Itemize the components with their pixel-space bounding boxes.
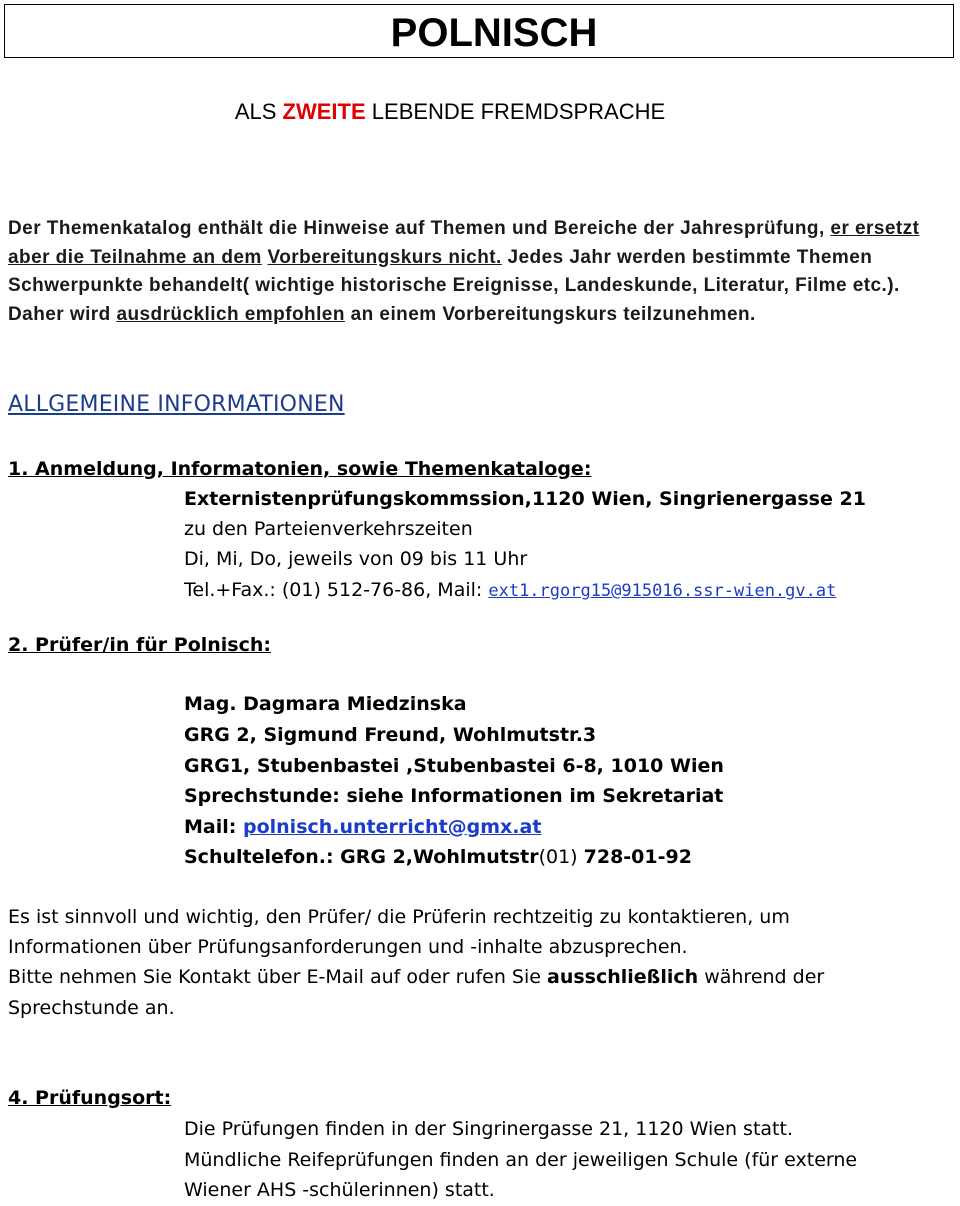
examiner-phone-prefix: Schultelefon.: GRG 2,Wohlmutstr (184, 846, 539, 868)
item1-address: Externistenprüfungskommssion,1120 Wien, Singrienergasse 21 (184, 488, 866, 510)
advice-line-4: Sprechstunde an. (8, 997, 175, 1019)
examiner-school-1: GRG 2, Sigmund Freund, Wohlmutstr.3 (184, 724, 597, 746)
item4-label: 4. Prüfungsort: (8, 1087, 172, 1109)
intro-sentence-3: an einem Vorbereitungskurs teilzunehmen. (350, 303, 756, 325)
examiner-phone-area: (01) (538, 846, 578, 868)
subtitle (0, 98, 900, 126)
examiner-mail (184, 812, 541, 843)
exam-location-line-1: Die Prüfungen finden in der Singrinergasse 21, 1120 Wien statt. (184, 1118, 793, 1140)
advice-line-3c: während der (704, 966, 825, 988)
intro-emphasis: ausdrücklich empfohlen (116, 303, 345, 325)
intro-paragraph (8, 215, 953, 329)
intro-sentence-1a: Der Themenkatalog enthält die Hinweise auf Themen und Bereiche der Jahresprüfung, (8, 218, 825, 239)
subtitle-part1: ALS (234, 99, 277, 124)
advice-emphasis: ausschließlich (547, 966, 699, 988)
advice-line-3a: Bitte nehmen Sie Kontakt über E-Mail auf oder rufen Sie (8, 966, 541, 988)
subtitle-part2: LEBENDE FREMDSPRACHE (371, 99, 666, 124)
item1-mail-link[interactable]: ext1.rgorg15@915016.ssr-wien.gv.at (488, 581, 837, 601)
examiner-phone-number: 728-01-92 (583, 846, 692, 868)
advice-line-1: Es ist sinnvoll und wichtig, den Prüfer/ die Prüferin rechtzeitig zu kontaktieren, um (8, 906, 790, 928)
intro-sentence-1-underlined: er ersetzt aber die Teilnahme an dem (8, 218, 920, 268)
examiner-mail-link[interactable]: polnisch.unterricht@gmx.at (242, 816, 542, 838)
item1-hours: Di, Mi, Do, jeweils von 09 bis 11 Uhr (184, 548, 528, 570)
exam-location-line-3: Wiener AHS -schülerinnen) statt. (184, 1179, 495, 1201)
advice-line-3 (8, 962, 824, 993)
page-title: POLNISCH (390, 11, 598, 55)
examiner-mail-prefix: Mail: (184, 816, 237, 838)
item1-label: 1. Anmeldung, Informatonien, sowie Themenkataloge: (8, 458, 592, 480)
item2-label: 2. Prüfer/in für Polnisch: (8, 634, 271, 656)
examiner-phone (184, 842, 692, 873)
exam-location-line-2: Mündliche Reifeprüfungen finden an der jeweiligen Schule (für externe (184, 1149, 858, 1171)
subtitle-highlight: ZWEITE (282, 99, 366, 124)
advice-line-2: Informationen über Prüfungsanforderungen und -inhalte abzusprechen. (8, 936, 688, 958)
item1-contact-prefix: Tel.+Fax.: (01) 512-76-86, Mail: (184, 579, 483, 601)
title-box (4, 4, 954, 58)
item1-hours-intro: zu den Parteienverkehrszeiten (184, 518, 473, 540)
intro-sentence-2: Jedes Jahr werden bestimmte Themen Schwerpunkte behandelt( wichtige historische Ereignisse, Landeskunde, Literatur, Filme etc.). Daher wird (8, 246, 900, 325)
section-heading: ALLGEMEINE INFORMATIONEN (8, 392, 345, 417)
intro-sentence-1b: Vorbereitungskurs nicht. (267, 246, 502, 268)
examiner-school-2: GRG1, Stubenbastei ,Stubenbastei 6-8, 1010 Wien (184, 755, 724, 777)
examiner-name: Mag. Dagmara Miedzinska (184, 693, 467, 715)
item1-contact (184, 575, 836, 607)
examiner-office-hours: Sprechstunde: siehe Informationen im Sekretariat (184, 785, 724, 807)
